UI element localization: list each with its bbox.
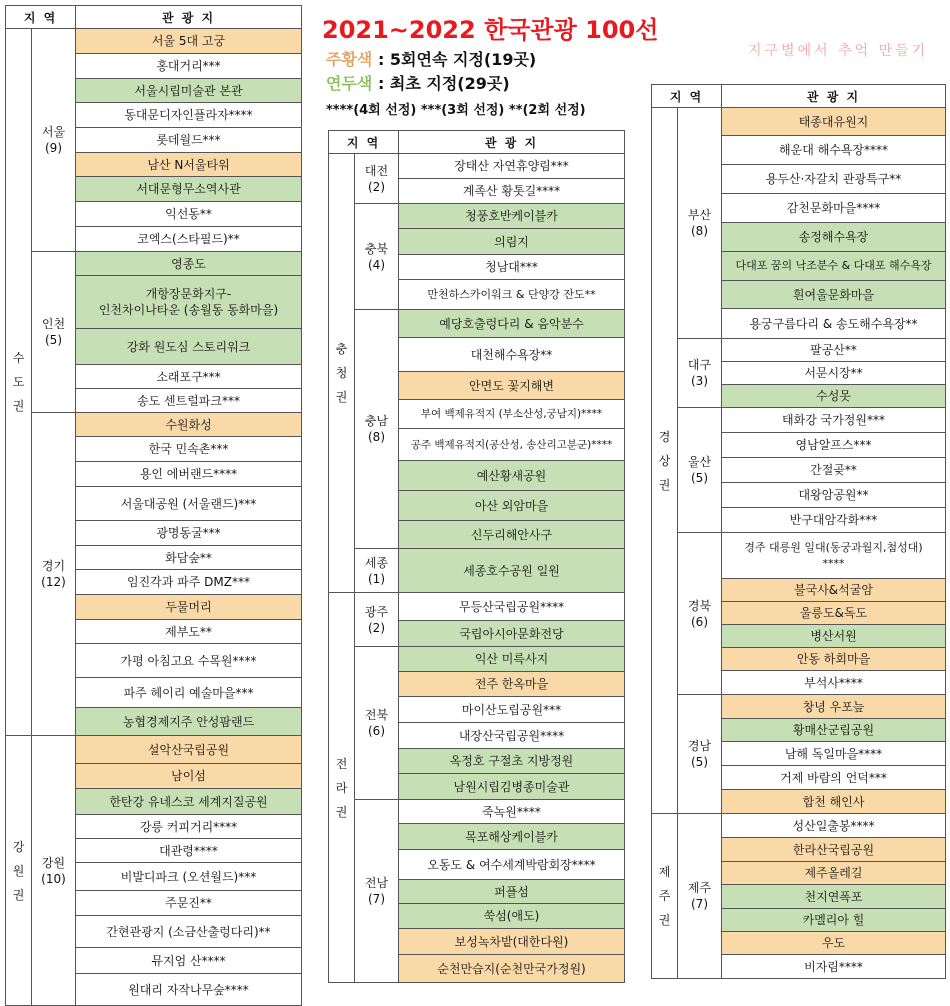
region-name: 세종 <box>364 555 389 570</box>
site-name: 오동도 & 여수세계박람회장**** <box>399 850 625 880</box>
site-name: 강릉 커피거리**** <box>76 815 302 839</box>
table-row <box>652 339 946 362</box>
site-name: 국립아시아문화전당 <box>399 621 625 647</box>
site-name: 홍대거리*** <box>76 54 302 79</box>
site-name: 신두리해안사구 <box>399 521 625 549</box>
region-name: 전북 <box>364 708 389 722</box>
site-name: 동대문디자인플라자**** <box>76 103 302 128</box>
site-name: 한탄강 유네스코 세계지질공원 <box>76 789 302 815</box>
group-name-char: 도 <box>12 375 25 389</box>
region-cell <box>355 549 399 593</box>
table-row <box>652 108 946 136</box>
region-count: (7) <box>691 897 708 911</box>
legend-stars: ****(4회 선정) ***(3회 선정) **(2회 선정) <box>326 103 586 118</box>
site-name: 병산서원 <box>722 625 946 648</box>
header-site: 관 광 지 <box>399 131 625 154</box>
site-name: 쑥섬(애도) <box>399 904 625 929</box>
site-name: 창녕 우포늪 <box>722 695 946 719</box>
region-cell <box>32 29 76 252</box>
region-cell <box>678 533 722 695</box>
handwritten-note: 지구별에서 추억 만들기 <box>748 43 929 59</box>
site-name: 강화 원도심 스토리워크 <box>76 329 302 365</box>
region-name: 강원 <box>41 855 66 870</box>
site-name: 남이섬 <box>76 764 302 789</box>
site-name: 서울 5대 고궁 <box>76 29 302 54</box>
site-name: 카멜리아 힐 <box>722 909 946 932</box>
site-name: 퍼플섬 <box>399 880 625 904</box>
table-row <box>329 800 625 824</box>
site-name: 비자림**** <box>722 955 946 979</box>
header-region: 지 역 <box>329 131 399 154</box>
region-count: (5) <box>45 333 62 347</box>
site-name: 보성녹차밭(대한다원) <box>399 929 625 955</box>
site-name: 태화강 국가정원*** <box>722 408 946 433</box>
site-name: 마이산도립공원*** <box>399 697 625 723</box>
table-row <box>329 310 625 338</box>
table-right-gyeongsang-jeju <box>651 84 946 979</box>
site-name: 송도 센트럴파크*** <box>76 389 302 413</box>
table-header-row <box>652 85 946 108</box>
site-name: 서문시장** <box>722 362 946 385</box>
site-name: 부여 백제유적지 (부소산성,궁남지)**** <box>399 400 625 429</box>
site-name: 송정해수욕장 <box>722 223 946 252</box>
site-name: 예당호출렁다리 & 음악분수 <box>399 310 625 338</box>
header-site: 관 광 지 <box>722 85 946 108</box>
region-cell <box>678 408 722 533</box>
header-region: 지 역 <box>652 85 722 108</box>
table-row <box>6 413 302 437</box>
region-count: (8) <box>368 430 385 444</box>
table-row <box>329 549 625 593</box>
site-name: 성산일출봉**** <box>722 814 946 838</box>
site-name: 서울시립미술관 본관 <box>76 79 302 103</box>
group-name-char: 권 <box>12 887 25 902</box>
site-name: 용인 에버랜드**** <box>76 462 302 487</box>
site-name: 전주 한옥마을 <box>399 672 625 697</box>
site-name: 파주 헤이리 예술마을*** <box>76 678 302 708</box>
table-row <box>652 408 946 433</box>
site-name: 남해 독일마을**** <box>722 742 946 766</box>
site-name: 부석사**** <box>722 671 946 695</box>
group-name-char: 수 <box>12 351 25 365</box>
region-name: 광주 <box>364 604 389 619</box>
region-cell <box>678 695 722 814</box>
site-name: 대관령**** <box>76 839 302 863</box>
site-name: 청풍호반케이블카 <box>399 204 625 229</box>
site-name: 내장산국립공원**** <box>399 723 625 749</box>
site-name: 태종대유원지 <box>722 108 946 136</box>
group-name-char: 권 <box>12 399 25 413</box>
site-name: 화담숲** <box>76 546 302 570</box>
region-cell <box>355 593 399 647</box>
region-name: 경북 <box>687 598 712 613</box>
region-name: 서울 <box>41 125 66 139</box>
region-name: 대전 <box>364 163 389 178</box>
group-name-char: 충 <box>335 342 348 356</box>
region-name: 충북 <box>364 241 389 256</box>
group-name-char: 청 <box>335 366 348 380</box>
site-name: 롯데월드*** <box>76 128 302 153</box>
site-name: 의림지 <box>399 229 625 255</box>
group-cell <box>652 814 678 979</box>
site-name: 한국 민속촌*** <box>76 437 302 462</box>
site-name: 대천해수욕장** <box>399 338 625 372</box>
region-cell <box>678 339 722 408</box>
region-cell <box>32 736 76 1006</box>
site-name: 간현관광지 (소금산출렁다리)** <box>76 916 302 948</box>
site-name: 아산 외암마을 <box>399 491 625 521</box>
region-cell <box>678 814 722 979</box>
site-name: 울릉도&독도 <box>722 602 946 625</box>
group-name-char: 강 <box>12 839 25 854</box>
legend-orange-label: 주황색 <box>326 50 373 69</box>
site-name: 영남알프스*** <box>722 433 946 458</box>
site-name: 남원시립김병종미술관 <box>399 774 625 800</box>
site-name: 순천만습지(순천만국가정원) <box>399 955 625 983</box>
region-count: (12) <box>41 575 66 589</box>
site-name: 우도 <box>722 932 946 955</box>
region-name: 제주 <box>687 881 712 895</box>
region-cell <box>355 310 399 549</box>
group-name-char: 경 <box>658 429 671 444</box>
site-name: 대왕암공원** <box>722 483 946 508</box>
site-name: 세종호수공원 일원 <box>399 549 625 593</box>
table-middle-chungcheong-jeolla <box>328 130 625 983</box>
region-name: 부산 <box>687 208 712 222</box>
region-count: (4) <box>368 257 385 272</box>
region-name: 대구 <box>687 358 712 372</box>
site-name: 거제 바람의 언덕*** <box>722 766 946 790</box>
table-row <box>329 593 625 621</box>
site-name: 익선동** <box>76 202 302 227</box>
group-name-char: 상 <box>658 453 671 468</box>
table-row <box>6 252 302 276</box>
table-header-row <box>329 131 625 154</box>
site-name: 뮤지엄 산**** <box>76 948 302 974</box>
site-name: 광명동굴*** <box>76 521 302 546</box>
table-row <box>329 204 625 229</box>
site-name: 원대리 자작나무숲**** <box>76 974 302 1006</box>
site-name: 용궁구름다리 & 송도해수욕장** <box>722 309 946 339</box>
table-row <box>652 695 946 719</box>
site-name: 합천 해인사 <box>722 790 946 814</box>
table-row <box>6 736 302 764</box>
site-name: 해운대 해수욕장**** <box>722 136 946 165</box>
table-row <box>6 29 302 54</box>
region-cell <box>355 800 399 983</box>
site-name: 불국사&석굴암 <box>722 579 946 602</box>
site-name: 공주 백제유적지(공산성, 송산리고분군)**** <box>399 429 625 461</box>
site-name: 제주올레길 <box>722 862 946 885</box>
site-name: 개항장문화지구- 인천차이나타운 (송월동 동화마을) <box>76 276 302 329</box>
legend-green-label: 연두색 <box>326 74 373 93</box>
site-name: 농협경제지주 안성팜랜드 <box>76 708 302 736</box>
site-name: 흰여울문화마을 <box>722 281 946 309</box>
region-cell <box>32 413 76 736</box>
group-cell <box>6 736 32 1006</box>
table-row <box>329 647 625 672</box>
site-name: 계족산 황톳길**** <box>399 179 625 204</box>
group-name-char: 제 <box>658 865 671 879</box>
table-header-row <box>6 6 302 29</box>
site-name: 영종도 <box>76 252 302 276</box>
site-name: 익산 미륵사지 <box>399 647 625 672</box>
site-name: 가평 아침고요 수목원**** <box>76 644 302 678</box>
group-cell <box>329 593 355 983</box>
site-name: 서대문형무소역사관 <box>76 177 302 202</box>
site-name: 용두산·자갈치 관광특구** <box>722 165 946 194</box>
table-left-capital-gangwon <box>5 5 302 1006</box>
site-name: 수성못 <box>722 385 946 408</box>
site-name: 소래포구*** <box>76 365 302 389</box>
site-name: 간절곶** <box>722 458 946 483</box>
region-cell <box>355 204 399 310</box>
site-name: 설악산국립공원 <box>76 736 302 764</box>
region-name: 울산 <box>687 455 712 469</box>
region-count: (2) <box>368 620 385 635</box>
site-name: 두물머리 <box>76 595 302 620</box>
region-count: (1) <box>368 571 385 586</box>
region-count: (5) <box>691 471 708 485</box>
legend-green <box>326 71 510 94</box>
site-name: 비발디파크 (오션월드)*** <box>76 863 302 891</box>
site-name: 팔공산** <box>722 339 946 362</box>
site-name: 남산 N서울타워 <box>76 153 302 177</box>
group-name-char: 전 <box>335 756 348 771</box>
site-name: 다대포 꿈의 낙조분수 & 다대포 해수욕장 <box>722 252 946 281</box>
site-name: 주문진** <box>76 891 302 916</box>
region-count: (7) <box>368 892 385 906</box>
page-title: 2021~2022 한국관광 100선 <box>322 16 659 44</box>
region-cell <box>32 252 76 413</box>
site-name: 황매산군립공원 <box>722 719 946 742</box>
group-cell <box>652 108 678 814</box>
region-count: (2) <box>368 179 385 194</box>
site-name: 만천하스카이워크 & 단양강 잔도** <box>399 280 625 310</box>
region-count: (3) <box>691 374 708 388</box>
group-name-char: 권 <box>335 804 348 819</box>
group-name-char: 권 <box>658 913 671 927</box>
region-cell <box>678 108 722 339</box>
group-name-char: 라 <box>335 780 348 795</box>
legend-green-text: : 최초 지정(29곳) <box>372 74 510 93</box>
region-cell <box>355 154 399 204</box>
region-cell <box>355 647 399 800</box>
site-name: 수원화성 <box>76 413 302 437</box>
header-region: 지 역 <box>6 6 76 29</box>
site-name: 안동 하회마을 <box>722 648 946 671</box>
legend-orange-text: : 5회연속 지정(19곳) <box>372 50 537 69</box>
group-cell <box>329 154 355 593</box>
table-row <box>329 154 625 179</box>
region-count: (9) <box>45 141 62 155</box>
region-name: 전남 <box>364 876 389 890</box>
header-site: 관 광 지 <box>76 6 302 29</box>
region-count: (8) <box>691 224 708 238</box>
group-name-char: 권 <box>658 477 671 492</box>
site-name: 코엑스(스타필드)** <box>76 227 302 252</box>
site-name: 무등산국립공원**** <box>399 593 625 621</box>
site-name: 장태산 자연휴양림*** <box>399 154 625 179</box>
group-name-char: 권 <box>335 390 348 404</box>
group-name-char: 주 <box>658 889 671 903</box>
legend-orange <box>326 47 536 70</box>
site-name: 옥정호 구절초 지방정원 <box>399 749 625 774</box>
site-name: 서울대공원 (서울랜드)*** <box>76 487 302 521</box>
site-name: 경주 대릉원 일대(동궁과월지,첨성대) **** <box>722 533 946 579</box>
region-count: (10) <box>41 871 66 886</box>
group-cell <box>6 29 32 736</box>
region-count: (6) <box>368 724 385 738</box>
site-name: 안면도 꽃지해변 <box>399 372 625 400</box>
site-name: 목포해상케이블카 <box>399 824 625 850</box>
site-name: 감천문화마을**** <box>722 194 946 223</box>
group-name-char: 원 <box>12 863 25 878</box>
site-name: 청남대*** <box>399 255 625 280</box>
region-name: 충남 <box>364 414 389 428</box>
table-row <box>652 533 946 579</box>
site-name: 예산황새공원 <box>399 461 625 491</box>
region-name: 경기 <box>41 559 66 573</box>
site-name: 반구대암각화*** <box>722 508 946 533</box>
region-count: (6) <box>691 614 708 629</box>
site-name: 죽녹원**** <box>399 800 625 824</box>
region-name: 경남 <box>687 739 712 753</box>
table-row <box>652 814 946 838</box>
region-name: 인천 <box>41 317 66 331</box>
region-count: (5) <box>691 755 708 769</box>
site-name: 임진각과 파주 DMZ*** <box>76 570 302 595</box>
site-name: 제부도** <box>76 620 302 644</box>
site-name: 천지연폭포 <box>722 885 946 909</box>
site-name: 한라산국립공원 <box>722 838 946 862</box>
